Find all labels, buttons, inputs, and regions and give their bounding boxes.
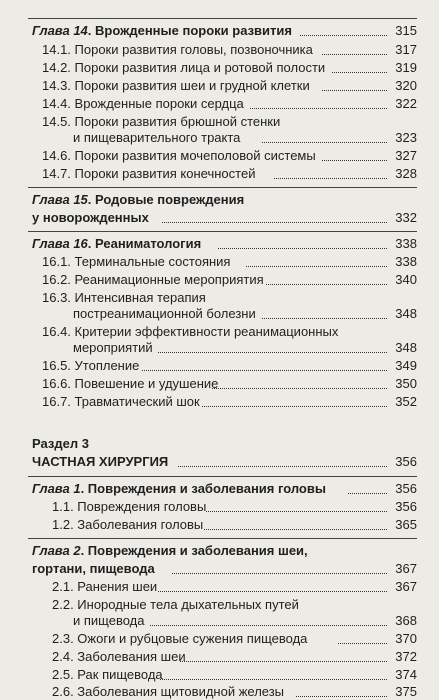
page-number: 332 [395,210,417,225]
page-number: 328 [395,166,417,181]
chapter-title: . Родовые повреждения [87,192,245,207]
page-number: 350 [395,376,417,391]
entry-title: 1.1. Повреждения головы [52,499,207,514]
page-number: 348 [395,306,417,321]
entry-title: 16.6. Повешение и удушение [42,376,219,391]
page-number: 356 [395,499,417,514]
page-number: 338 [395,236,417,251]
page-number: 374 [395,667,417,682]
entry-title: 14.4. Врожденные пороки сердца [42,96,244,111]
chapter-title: . Реаниматология [87,236,202,251]
entry-title: 14.2. Пороки развития лица и ротовой полости [42,60,326,75]
page-number: 322 [395,96,417,111]
page-number: 315 [395,23,417,38]
section-label: Раздел 3 [32,436,89,451]
divider [28,231,417,232]
divider [28,476,417,477]
entry-title: 16.2. Реанимационные мероприятия [42,272,264,287]
entry-title: 2.6. Заболевания щитовидной железы [52,684,285,699]
entry-title: 16.5. Утопление [42,358,140,373]
page-number: 365 [395,517,417,532]
chapter-title: у новорожденных [32,210,149,225]
page-number: 368 [395,613,417,628]
page-number: 372 [395,649,417,664]
chapter-title: гортани, пищевода [32,561,155,576]
page-number: 319 [395,60,417,75]
page-number: 356 [395,481,417,496]
page-number: 375 [395,684,417,699]
chapter-prefix: Глава 2 [32,543,81,558]
entry-title: 2.4. Заболевания шеи [52,649,186,664]
page-number: 320 [395,78,417,93]
page-number: 352 [395,394,417,409]
entry-title: 14.3. Пороки развития шеи и грудной клетки [42,78,310,93]
entry-title: 14.1. Пороки развития головы, позвоночника [42,42,313,57]
page-number: 367 [395,561,417,576]
entry-title: 14.7. Пороки развития конечностей [42,166,256,181]
entry-title: 14.6. Пороки развития мочеполовой системы [42,148,316,163]
page-number: 367 [395,579,417,594]
entry-title: 16.4. Критерии эффективности реанимационных [42,324,339,339]
entry-title: 14.5. Пороки развития брюшной стенки [42,114,281,129]
divider [28,18,417,19]
page-number: 349 [395,358,417,373]
entry-title: 2.2. Инородные тела дыхательных путей [52,597,299,612]
page-number: 370 [395,631,417,646]
entry-title: 2.5. Рак пищевода [52,667,163,682]
entry-title: 16.7. Травматический шок [42,394,200,409]
page-number: 348 [395,340,417,355]
chapter-prefix: Глава 14 [32,23,88,38]
divider [28,187,417,188]
entry-title: 2.1. Ранения шеи [52,579,158,594]
entry-title: и пищеварительного тракта [73,130,241,145]
chapter-prefix: Глава 15 [32,192,88,207]
entry-title: 1.2. Заболевания головы [52,517,204,532]
chapter-title: . Повреждения и заболевания шеи, [80,543,308,558]
page-number: 356 [395,454,417,469]
section-title: ЧАСТНАЯ ХИРУРГИЯ [32,454,169,469]
chapter-title: . Врожденные пороки развития [87,23,292,38]
chapter-title: . Повреждения и заболевания головы [80,481,326,496]
page-number: 327 [395,148,417,163]
entry-title: и пищевода [73,613,145,628]
divider [28,538,417,539]
page-number: 338 [395,254,417,269]
entry-title: 2.3. Ожоги и рубцовые сужения пищевода [52,631,308,646]
entry-title: мероприятий [73,340,153,355]
entry-title: 16.3. Интенсивная терапия [42,290,206,305]
entry-title: постреанимационной болезни [73,306,256,321]
entry-title: 16.1. Терминальные состояния [42,254,231,269]
page-number: 340 [395,272,417,287]
chapter-prefix: Глава 1 [32,481,81,496]
page-number: 317 [395,42,417,57]
chapter-prefix: Глава 16 [32,236,88,251]
page-number: 323 [395,130,417,145]
